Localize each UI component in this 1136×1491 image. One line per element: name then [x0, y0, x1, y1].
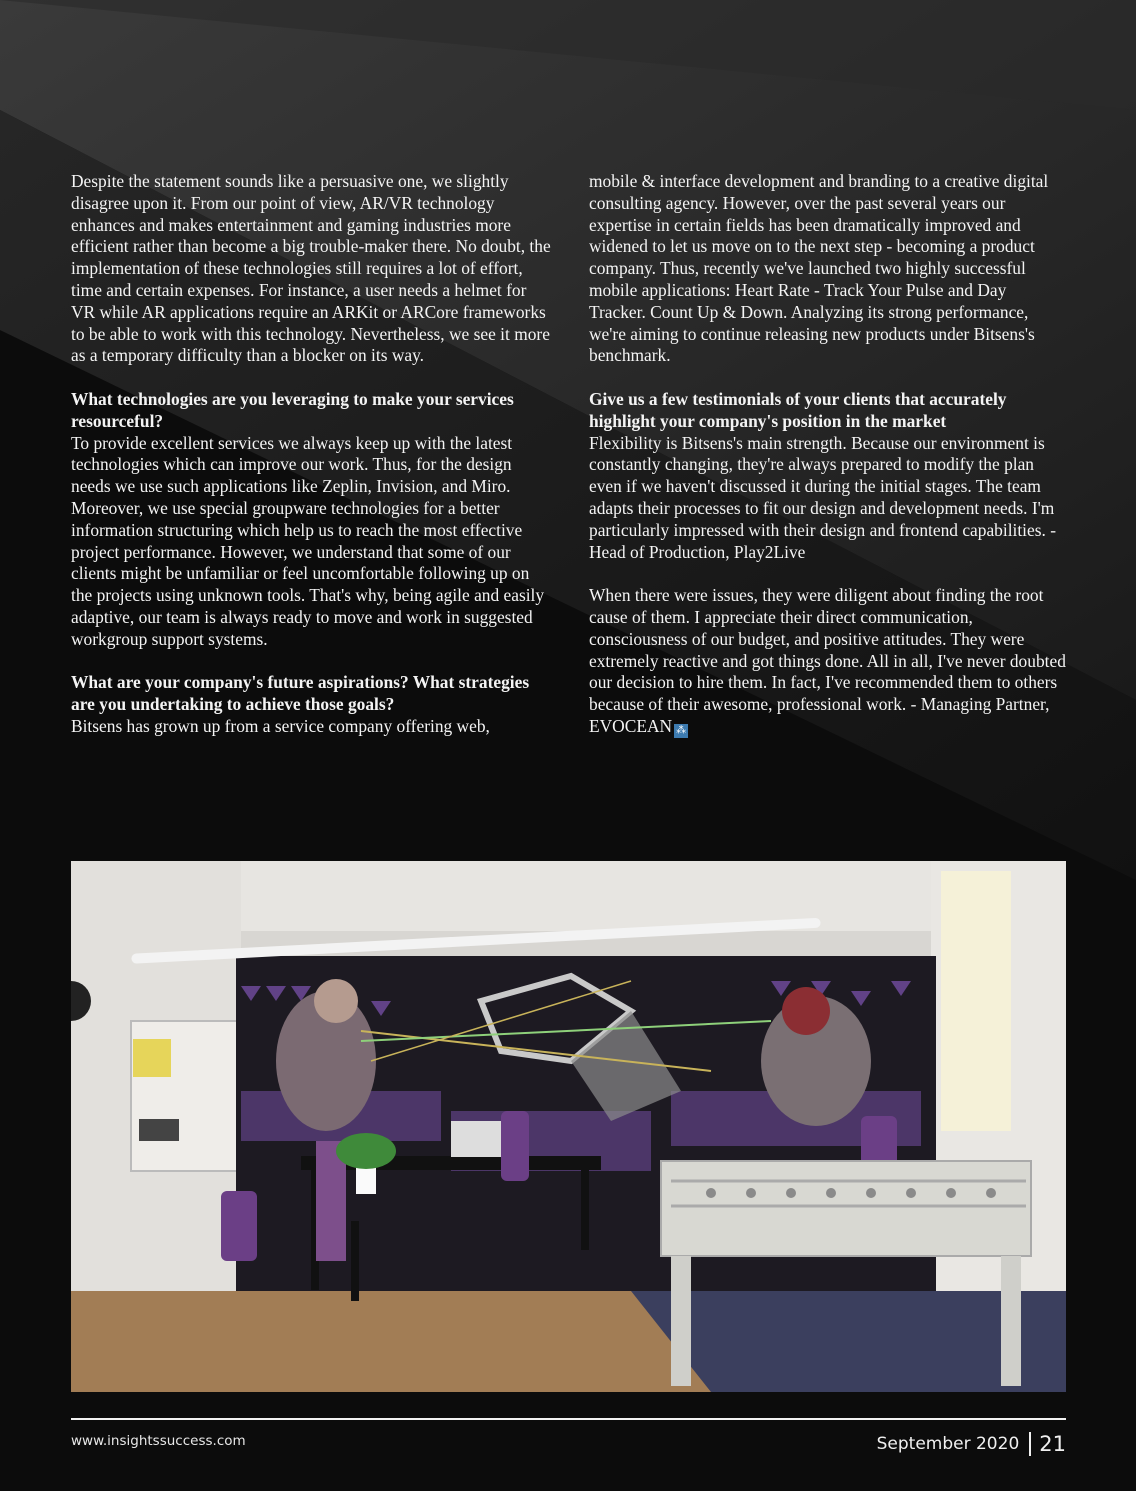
paragraph-text: When there were issues, they were diligent about finding the root cause of them. I appreciate their direct communication, consciousness of our budget, and positive attitudes. They were extremely reactive and got things done. All in all, I've never doubted our decision to hire them. In fact, I've recommended them to others because of their awesome, professional work. - Managing Partner, EVOCEAN	[589, 585, 1066, 736]
page-number: 21	[1039, 1432, 1066, 1456]
office-photo-illustration	[71, 861, 1066, 1392]
question-heading: What are your company's future aspirations? What strategies are you undertaking to achieve those goals?	[71, 672, 530, 715]
paragraph: To provide excellent services we always keep up with the latest technologies which can improve our work. Thus, for the design needs we use such applications like Zeplin, Invision, and Miro. Moreover, we use special groupware technologies for a better information structuring which help us to reach the most effective project performance. However, we understand that some of our clients might be unfamiliar or feel uncomfortable following up on the projects using unknown tools. That's why, being agile and easily adaptive, our team is always ready to move and work in suggested workgroup support systems.	[71, 432, 545, 649]
left-column	[71, 171, 551, 738]
paragraph: Flexibility is Bitsens's main strength. Because our environment is constantly changing, they're always prepared to modify the plan even if we haven't discussed it during the initial stages. The team adapts their processes to fit our design and development needs. I'm particularly impressed with their design and frontend capabilities. - Head of Production, Play2Live	[589, 432, 1056, 562]
end-of-article-icon: ⁂	[676, 724, 687, 736]
paragraph-final	[589, 585, 1067, 738]
right-column	[589, 171, 1067, 738]
footer-url: www.insightssuccess.com	[71, 1433, 246, 1449]
footer-rule	[71, 1418, 1066, 1420]
paragraph: Bitsens has grown up from a service company offering web,	[71, 715, 490, 736]
paragraph: mobile & interface development and branding to a creative digital consulting agency. However, over the past several years our expertise in certain fields has been dramatically improved and widened to let us move on to the next step - becoming a product company. Thus, recently we've launched two highly successful mobile applications: Heart Rate - Track Your Pulse and Day Tracker. Count Up & Down. Analyzing its strong performance, we're aiming to continue releasing new products under Bitsens's benchmark.	[589, 171, 1049, 366]
office-photo	[71, 861, 1066, 1392]
paragraph: Despite the statement sounds like a persuasive one, we slightly disagree upon it. From our point of view, AR/VR technology enhances and makes entertainment and gaming industries more efficient rather than become a big trouble-maker there. No doubt, the implementation of these technologies still requires a lot of effort, time and certain expenses. For instance, a user needs a helmet for VR while AR applications require an ARKit or ARCore frameworks to be able to work with this technology. Nevertheless, we see it more as a temporary difficulty than a blocker on its way.	[71, 171, 551, 366]
footer-separator	[1029, 1432, 1031, 1456]
footer-date: September 2020	[876, 1434, 1020, 1454]
question-heading: Give us a few testimonials of your clients that accurately highlight your company's position in the market	[589, 388, 1007, 431]
question-heading: What technologies are you leveraging to make your services resourceful?	[71, 388, 514, 431]
footer-date-page	[877, 1432, 1066, 1456]
